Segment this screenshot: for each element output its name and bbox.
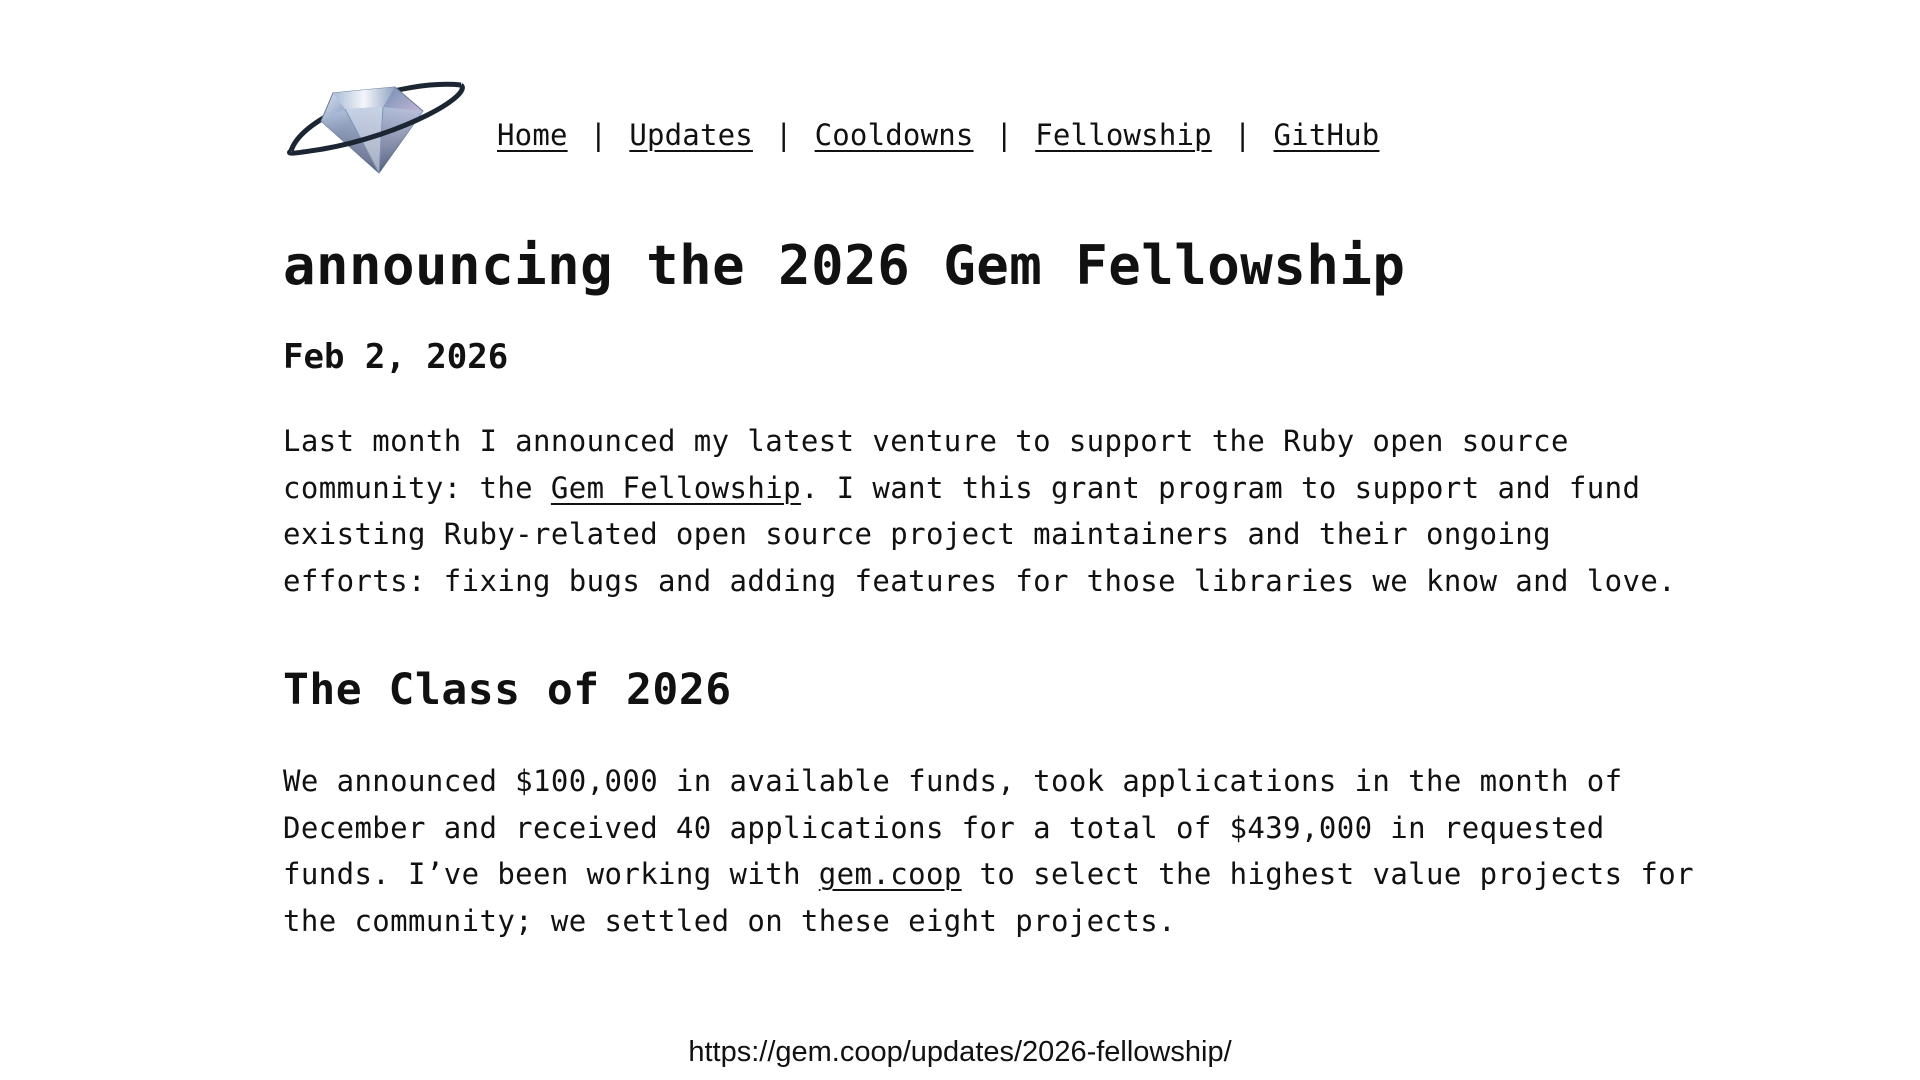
nav-separator: | (589, 118, 608, 152)
site-header (283, 72, 1723, 184)
main-content (283, 72, 1723, 944)
article-date: Feb 2, 2026 (283, 337, 509, 377)
nav-separator: | (1233, 118, 1252, 152)
nav-updates-link[interactable]: Updates (629, 118, 753, 152)
nav-fellowship-link[interactable]: Fellowship (1035, 118, 1212, 152)
section-heading: The Class of 2026 (283, 665, 732, 715)
intro-paragraph (283, 418, 1703, 604)
intro-text-after: . I want this grant program to support and fund existing Ruby-related open source project maintainers and their ongoing efforts: fixing bugs and adding features for those libraries we know and love. (283, 470, 1677, 598)
article-title: announcing the 2026 Gem Fellowship (283, 234, 1406, 297)
intro-text-before: Last month I announced my latest venture to support the Ruby open source community: the (283, 424, 1569, 505)
gem-fellowship-link[interactable]: Gem Fellowship (550, 470, 801, 505)
source-url-caption: https://gem.coop/updates/2026-fellowship/ (688, 1036, 1232, 1068)
nav-separator: | (995, 118, 1014, 152)
nav-github-link[interactable]: GitHub (1273, 118, 1380, 152)
section-paragraph (283, 758, 1703, 944)
gem-coop-link[interactable]: gem.coop (818, 857, 962, 891)
gem-ring-logo-icon[interactable] (283, 73, 469, 183)
nav-home-link[interactable]: Home (497, 118, 568, 152)
section-text-after: to select the highest value projects for the community; we settled on these eight projects. (283, 857, 1694, 938)
section-text-before: We announced $100,000 in available funds, took applications in the month of December and received 40 applications for a total of $439,000 in requested funds. I’ve been working with (283, 764, 1623, 891)
top-nav (497, 118, 1379, 152)
nav-separator: | (774, 118, 793, 152)
nav-cooldowns-link[interactable]: Cooldowns (814, 118, 974, 152)
